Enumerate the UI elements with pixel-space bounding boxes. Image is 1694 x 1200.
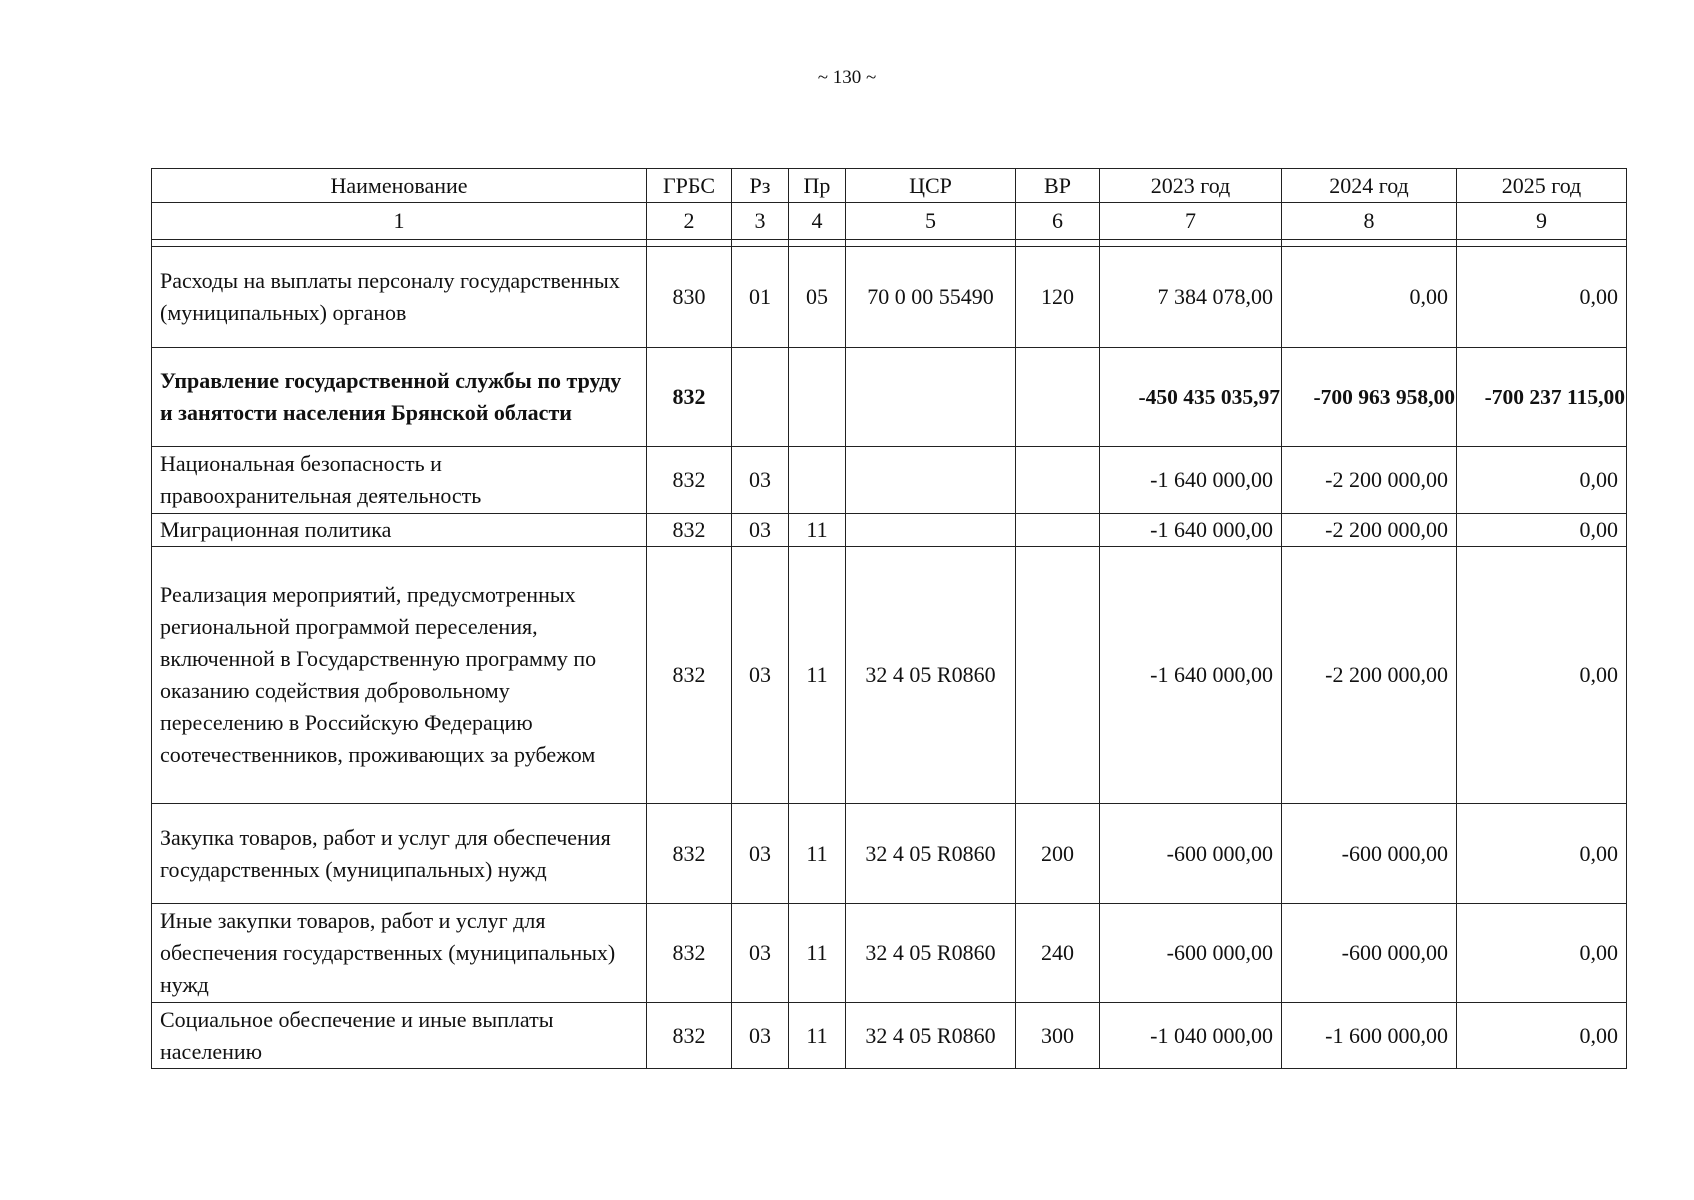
header-vr: ВР bbox=[1016, 169, 1100, 203]
row-name: Расходы на выплаты персоналу государственных (муниципальных) органов bbox=[152, 247, 647, 348]
row-2025: 0,00 bbox=[1457, 447, 1627, 514]
spacer-row bbox=[152, 240, 1627, 247]
column-number-row bbox=[152, 203, 1627, 240]
row-2025: 0,00 bbox=[1457, 247, 1627, 348]
table-row bbox=[152, 447, 1627, 514]
column-number: 8 bbox=[1282, 203, 1457, 240]
row-grbs: 832 bbox=[647, 1003, 732, 1069]
row-pr: 05 bbox=[789, 247, 846, 348]
header-2024: 2024 год bbox=[1282, 169, 1457, 203]
row-2023: -600 000,00 bbox=[1100, 804, 1282, 904]
row-vr: 300 bbox=[1016, 1003, 1100, 1069]
row-pr: 11 bbox=[789, 547, 846, 804]
row-grbs: 832 bbox=[647, 904, 732, 1003]
table-row bbox=[152, 514, 1627, 547]
column-number: 3 bbox=[732, 203, 789, 240]
row-2024: -600 000,00 bbox=[1282, 904, 1457, 1003]
row-rz: 03 bbox=[732, 514, 789, 547]
header-grbs: ГРБС bbox=[647, 169, 732, 203]
row-vr: 120 bbox=[1016, 247, 1100, 348]
row-rz: 03 bbox=[732, 547, 789, 804]
header-row bbox=[152, 169, 1627, 203]
header-rz: Рз bbox=[732, 169, 789, 203]
row-csr: 32 4 05 R0860 bbox=[846, 804, 1016, 904]
row-csr: 32 4 05 R0860 bbox=[846, 1003, 1016, 1069]
budget-table bbox=[151, 168, 1627, 1069]
row-2024: -2 200 000,00 bbox=[1282, 447, 1457, 514]
row-csr: 32 4 05 R0860 bbox=[846, 547, 1016, 804]
row-2025: -700 237 115,00 bbox=[1457, 348, 1627, 447]
row-name: Закупка товаров, работ и услуг для обеспечения государственных (муниципальных) нужд bbox=[152, 804, 647, 904]
row-2024: 0,00 bbox=[1282, 247, 1457, 348]
row-rz bbox=[732, 348, 789, 447]
row-csr bbox=[846, 348, 1016, 447]
row-2024: -1 600 000,00 bbox=[1282, 1003, 1457, 1069]
row-pr: 11 bbox=[789, 904, 846, 1003]
row-vr bbox=[1016, 447, 1100, 514]
header-pr: Пр bbox=[789, 169, 846, 203]
row-grbs: 832 bbox=[647, 514, 732, 547]
row-vr bbox=[1016, 547, 1100, 804]
row-rz: 03 bbox=[732, 1003, 789, 1069]
table-row bbox=[152, 804, 1627, 904]
row-2023: -1 640 000,00 bbox=[1100, 514, 1282, 547]
row-2023: -1 040 000,00 bbox=[1100, 1003, 1282, 1069]
row-name: Социальное обеспечение и иные выплаты населению bbox=[152, 1003, 647, 1069]
row-name: Реализация мероприятий, предусмотренных региональной программой переселения, включенной в Государственную программу по оказанию содействия добровольному переселению в Российскую Федерацию соотечественников, проживающих за рубежом bbox=[152, 547, 647, 804]
row-grbs: 830 bbox=[647, 247, 732, 348]
row-grbs: 832 bbox=[647, 348, 732, 447]
row-name: Иные закупки товаров, работ и услуг для обеспечения государственных (муниципальных) нужд bbox=[152, 904, 647, 1003]
row-pr bbox=[789, 348, 846, 447]
row-pr: 11 bbox=[789, 804, 846, 904]
table-row bbox=[152, 1003, 1627, 1069]
row-csr: 70 0 00 55490 bbox=[846, 247, 1016, 348]
row-vr: 200 bbox=[1016, 804, 1100, 904]
row-csr bbox=[846, 447, 1016, 514]
row-rz: 01 bbox=[732, 247, 789, 348]
row-grbs: 832 bbox=[647, 547, 732, 804]
column-number: 2 bbox=[647, 203, 732, 240]
header-2025: 2025 год bbox=[1457, 169, 1627, 203]
table-row bbox=[152, 247, 1627, 348]
header-2023: 2023 год bbox=[1100, 169, 1282, 203]
row-rz: 03 bbox=[732, 804, 789, 904]
row-csr bbox=[846, 514, 1016, 547]
table-row bbox=[152, 904, 1627, 1003]
row-2024: -600 000,00 bbox=[1282, 804, 1457, 904]
row-2024: -2 200 000,00 bbox=[1282, 514, 1457, 547]
row-pr: 11 bbox=[789, 1003, 846, 1069]
row-2023: 7 384 078,00 bbox=[1100, 247, 1282, 348]
row-pr: 11 bbox=[789, 514, 846, 547]
row-2023: -1 640 000,00 bbox=[1100, 447, 1282, 514]
row-pr bbox=[789, 447, 846, 514]
row-rz: 03 bbox=[732, 904, 789, 1003]
column-number: 5 bbox=[846, 203, 1016, 240]
row-vr: 240 bbox=[1016, 904, 1100, 1003]
row-vr bbox=[1016, 514, 1100, 547]
header-csr: ЦСР bbox=[846, 169, 1016, 203]
row-grbs: 832 bbox=[647, 447, 732, 514]
row-2025: 0,00 bbox=[1457, 547, 1627, 804]
table-row bbox=[152, 547, 1627, 804]
column-number: 9 bbox=[1457, 203, 1627, 240]
table-row bbox=[152, 348, 1627, 447]
row-name: Национальная безопасность и правоохранительная деятельность bbox=[152, 447, 647, 514]
row-name: Миграционная политика bbox=[152, 514, 647, 547]
row-rz: 03 bbox=[732, 447, 789, 514]
page-number: ~ 130 ~ bbox=[817, 67, 877, 88]
row-vr bbox=[1016, 348, 1100, 447]
column-number: 6 bbox=[1016, 203, 1100, 240]
column-number: 1 bbox=[152, 203, 647, 240]
row-2025: 0,00 bbox=[1457, 514, 1627, 547]
column-number: 7 bbox=[1100, 203, 1282, 240]
column-number: 4 bbox=[789, 203, 846, 240]
row-2024: -2 200 000,00 bbox=[1282, 547, 1457, 804]
row-csr: 32 4 05 R0860 bbox=[846, 904, 1016, 1003]
row-2023: -450 435 035,97 bbox=[1100, 348, 1282, 447]
row-grbs: 832 bbox=[647, 804, 732, 904]
header-name: Наименование bbox=[152, 169, 647, 203]
row-2024: -700 963 958,00 bbox=[1282, 348, 1457, 447]
row-2025: 0,00 bbox=[1457, 804, 1627, 904]
row-2025: 0,00 bbox=[1457, 1003, 1627, 1069]
row-name: Управление государственной службы по труду и занятости населения Брянской области bbox=[152, 348, 647, 447]
row-2025: 0,00 bbox=[1457, 904, 1627, 1003]
row-2023: -1 640 000,00 bbox=[1100, 547, 1282, 804]
row-2023: -600 000,00 bbox=[1100, 904, 1282, 1003]
